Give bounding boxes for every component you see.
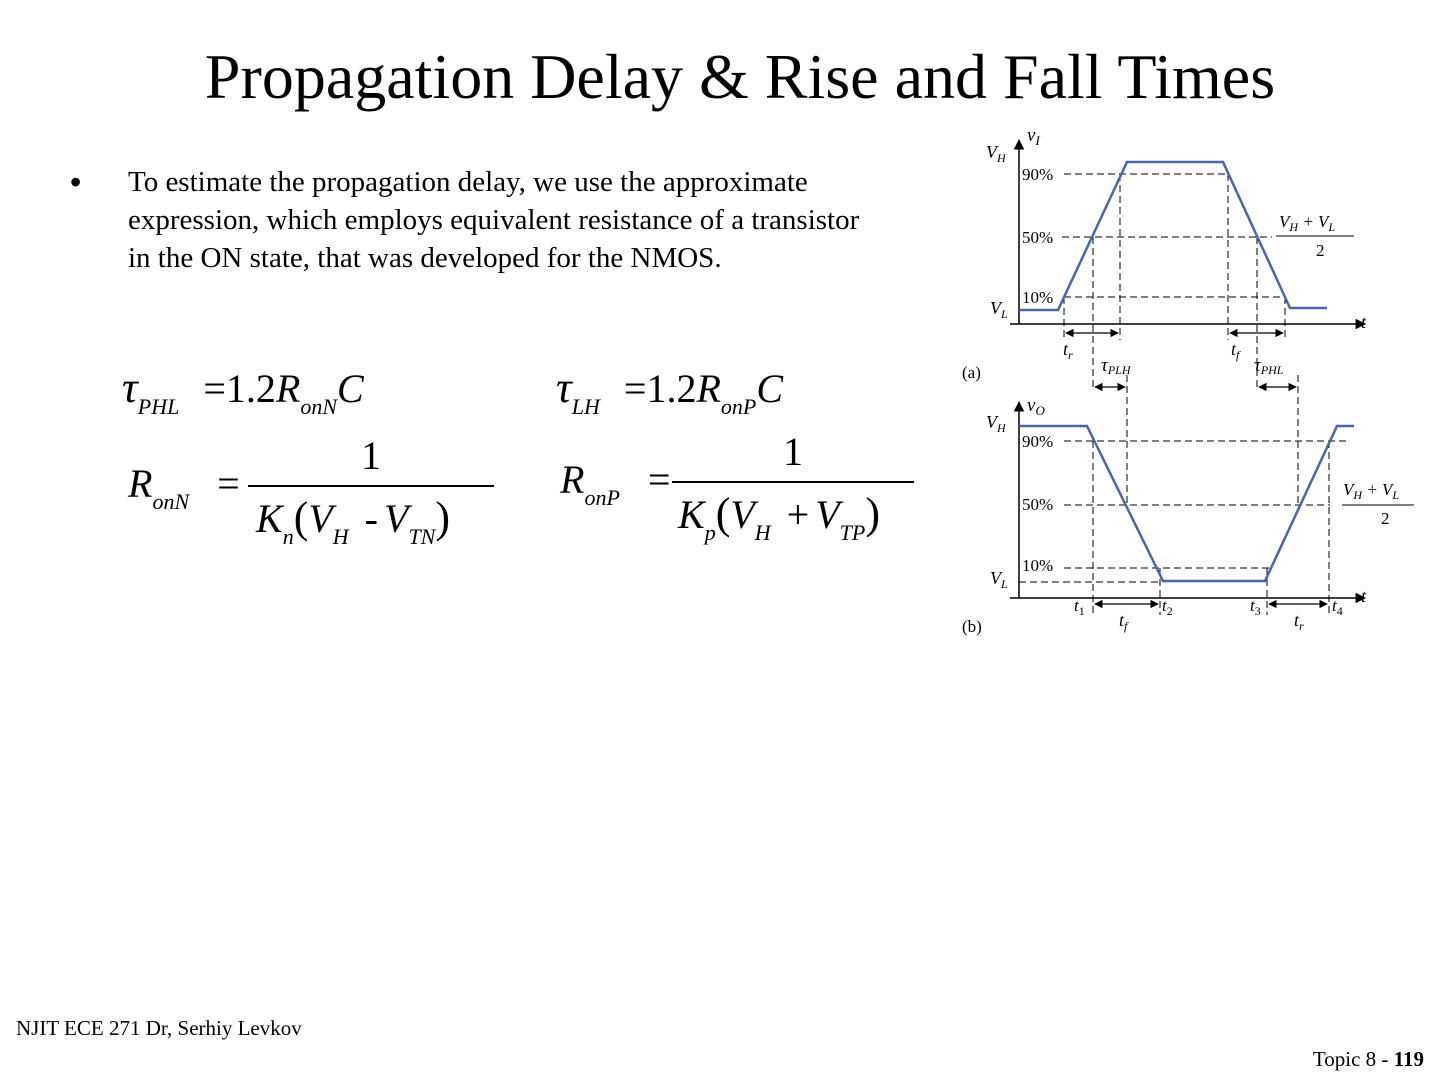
label-90-b: 90%	[1022, 432, 1054, 451]
footer-course: NJIT ECE 271 Dr, Serhiy Levkov	[16, 1016, 302, 1040]
label-tr-b: $t_r$	[1294, 610, 1304, 633]
label-50-b: 50%	[1022, 495, 1054, 514]
label-t2: $t_2$	[1162, 596, 1173, 618]
panel-a	[962, 125, 1367, 390]
label-vl-b: $V_L$	[990, 568, 1008, 591]
label-tr-a: $t_r$	[1063, 339, 1073, 362]
label-10-b: 10%	[1022, 556, 1054, 575]
fraction-numerator: 1	[361, 433, 381, 478]
label-mid-den-b: 2	[1381, 509, 1390, 528]
label-vh-a: $V_H$	[986, 142, 1006, 165]
panel-label-b: (b)	[962, 617, 982, 636]
label-t3: $t_3$	[1250, 596, 1261, 618]
label-t4: $t_4$	[1332, 596, 1343, 618]
label-mid-num-a: $V_H + V_L$	[1279, 212, 1336, 234]
label-t1: $t_1$	[1074, 596, 1085, 618]
label-90-a: 90%	[1022, 165, 1054, 184]
label-tau-phl: τPHL	[1254, 355, 1284, 377]
output-waveform	[1019, 426, 1354, 581]
fraction-denominator: $K_p(V_H + V_{TP})$	[678, 489, 881, 545]
axis-label-vo: $v_O$	[1027, 395, 1045, 418]
axis-label-vi: $v_I$	[1027, 125, 1040, 148]
label-tau-plh: τPLH	[1101, 355, 1131, 377]
equation-ron-n: $R_{onN}$ = 1 $K_n(V_H - V_{TN})$	[128, 430, 508, 550]
bullet-dot: •	[70, 164, 82, 200]
panel-label-a: (a)	[962, 363, 981, 382]
equation-tau-phl: $\tau_{PHL} =1.2R_{onN}C$	[122, 363, 364, 419]
equation-ron-p: $R_{onP}$ = 1 $K_p(V_H + V_{TP})$	[560, 426, 940, 546]
footer-page-number: Topic 8 - 119	[1312, 1047, 1424, 1071]
fraction-denominator: $K_n(V_H - V_{TN})$	[256, 493, 451, 549]
fraction-bar	[672, 481, 914, 483]
equation-tau-lh: $\tau_{LH} =1.2R_{onP}C$	[556, 363, 784, 419]
label-vl-a: $V_L$	[990, 298, 1008, 321]
label-50-a: 50%	[1022, 228, 1054, 247]
fraction-numerator: 1	[783, 429, 803, 474]
label-mid-den-a: 2	[1316, 241, 1325, 260]
label-vh-b: $V_H$	[986, 412, 1006, 435]
label-tf-a: $t_f$	[1231, 339, 1240, 362]
slide-title: Propagation Delay & Rise and Fall Times	[204, 41, 1276, 112]
timing-diagram	[950, 120, 1420, 650]
label-t-a: t	[1361, 312, 1367, 332]
label-mid-num-b: $V_H + V_L$	[1343, 480, 1400, 502]
delay-markers	[1095, 355, 1298, 505]
label-t-b: t	[1361, 586, 1367, 606]
label-tf-b: $t_f$	[1119, 610, 1128, 633]
panel-b	[962, 395, 1414, 636]
bullet-text: To estimate the propagation delay, we use the approximate expression, which employs equivalent resistance of a transistor in the ON state, that was developed for the NMOS.	[128, 166, 860, 274]
label-10-a: 10%	[1022, 288, 1054, 307]
fraction-bar	[248, 485, 494, 487]
